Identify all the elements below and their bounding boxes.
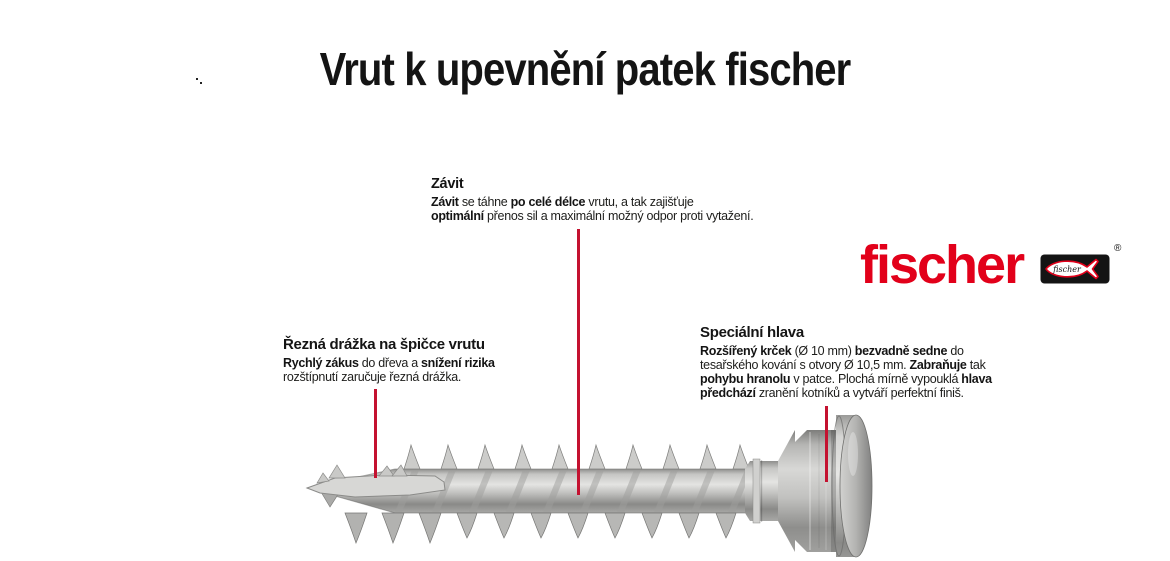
annotation-line: pohybu hranolu v patce. Plochá mírně vypouklá hlava bbox=[700, 372, 992, 386]
annotation-heading: Řezná drážka na špičce vrutu bbox=[283, 336, 485, 353]
fischer-fish-emblem bbox=[1040, 254, 1110, 284]
annotation-line: Rychlý zákus do dřeva a snížení rizika bbox=[283, 356, 495, 370]
artifact-dots bbox=[196, 78, 198, 80]
leader-line-zavit bbox=[577, 229, 580, 495]
screw-illustration bbox=[295, 412, 880, 561]
annotation-heading: Závit bbox=[431, 176, 464, 192]
annotation-line: Rozšířený krček (Ø 10 mm) bezvadně sedne do bbox=[700, 344, 964, 358]
leader-line-specialni-hlava bbox=[825, 406, 828, 482]
screw-flange bbox=[832, 415, 872, 557]
annotation-line: rozštípnutí zaručuje řezná drážka. bbox=[283, 370, 462, 384]
page-title: Vrut k upevnění patek fischer bbox=[319, 43, 851, 95]
fish-emblem-text: fischer bbox=[1053, 265, 1081, 274]
annotation-rezna-drazka bbox=[283, 338, 613, 384]
screw-head bbox=[745, 430, 836, 552]
fischer-wordmark: fischer bbox=[860, 235, 1024, 295]
annotation-line: optimální přenos sil a maximální možný odpor proti vytažení. bbox=[431, 209, 754, 223]
annotation-line: Závit se táhne po celé délce vrutu, a tak zajišťuje bbox=[431, 195, 694, 209]
registered-trademark-symbol: ® bbox=[1114, 243, 1122, 254]
annotation-line: tesařského kování s otvory Ø 10,5 mm. Zabraňuje tak bbox=[700, 358, 986, 372]
annotation-heading: Speciální hlava bbox=[700, 324, 804, 341]
annotation-line: předchází zranění kotníků a vytváří perfektní finiš. bbox=[700, 386, 964, 400]
annotation-specialni-hlava bbox=[700, 326, 1030, 400]
annotation-zavit bbox=[431, 177, 761, 223]
leader-line-rezna-drazka bbox=[374, 389, 377, 478]
